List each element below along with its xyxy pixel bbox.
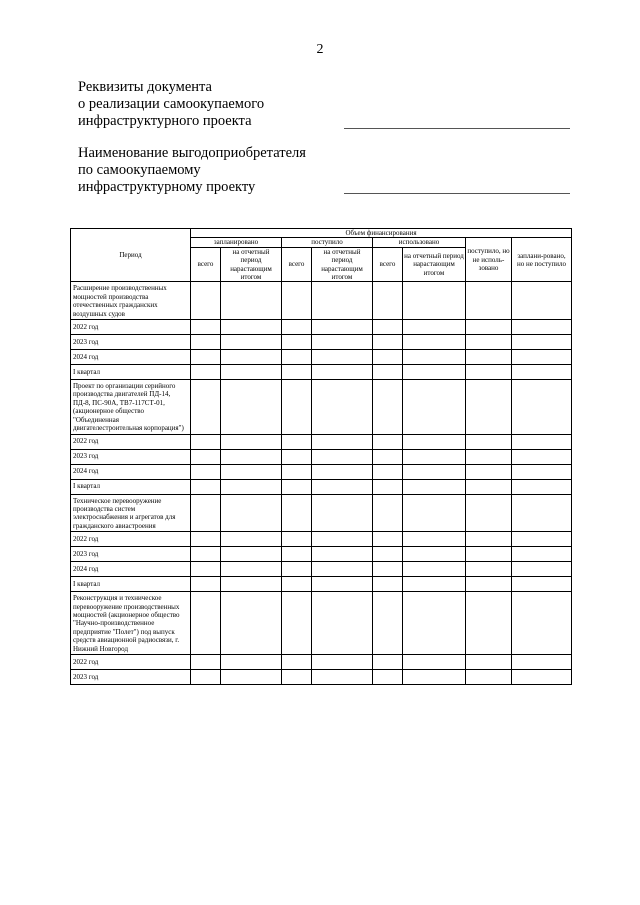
value-cell[interactable] (282, 654, 312, 669)
beneficiary-name-field-line[interactable] (344, 193, 570, 194)
period-label: 2024 год (71, 562, 191, 577)
value-cell[interactable] (466, 669, 512, 684)
value-cell[interactable] (282, 669, 312, 684)
value-cell[interactable] (312, 449, 373, 464)
value-cell[interactable] (373, 449, 403, 464)
value-cell[interactable] (403, 449, 466, 464)
period-row (71, 562, 572, 577)
value-cell[interactable] (512, 350, 572, 365)
value-cell[interactable] (191, 365, 221, 380)
value-cell[interactable] (282, 547, 312, 562)
value-cell[interactable] (312, 532, 373, 547)
value-cell[interactable] (191, 654, 221, 669)
value-cell[interactable] (282, 592, 312, 655)
used-header: использовано (373, 238, 466, 247)
value-cell[interactable] (403, 464, 466, 479)
value-cell[interactable] (191, 282, 221, 320)
value-cell[interactable] (373, 350, 403, 365)
value-cell[interactable] (312, 494, 373, 532)
value-cell[interactable] (191, 350, 221, 365)
value-cell[interactable] (512, 365, 572, 380)
value-cell[interactable] (373, 282, 403, 320)
value-cell[interactable] (512, 547, 572, 562)
value-cell[interactable] (191, 669, 221, 684)
value-cell[interactable] (403, 434, 466, 449)
value-cell[interactable] (191, 449, 221, 464)
received-not-used-header: поступило, но не исполь-зовано (466, 238, 512, 282)
value-cell[interactable] (512, 449, 572, 464)
value-cell[interactable] (403, 335, 466, 350)
value-cell[interactable] (312, 350, 373, 365)
value-cell[interactable] (403, 365, 466, 380)
value-cell[interactable] (512, 577, 572, 592)
table-body (71, 282, 572, 685)
value-cell[interactable] (512, 282, 572, 320)
planned-not-received-header: заплани-ровано, но не поступило (512, 238, 572, 282)
value-cell[interactable] (466, 380, 512, 434)
value-cell[interactable] (512, 320, 572, 335)
period-label: 2023 год (71, 449, 191, 464)
value-cell[interactable] (191, 320, 221, 335)
project-row (71, 494, 572, 532)
value-cell[interactable] (466, 434, 512, 449)
value-cell[interactable] (312, 434, 373, 449)
period-label: I квартал (71, 479, 191, 494)
value-cell[interactable] (373, 434, 403, 449)
value-cell[interactable] (221, 577, 282, 592)
value-cell[interactable] (282, 577, 312, 592)
value-cell[interactable] (403, 532, 466, 547)
value-cell[interactable] (282, 494, 312, 532)
value-cell[interactable] (191, 577, 221, 592)
value-cell[interactable] (312, 282, 373, 320)
value-cell[interactable] (373, 320, 403, 335)
received-cumulative-header: на отчетный период нарастающим итогом (312, 247, 373, 282)
period-row (71, 335, 572, 350)
used-cumulative-header: на отчетный период нарастающим итогом (403, 247, 466, 282)
value-cell[interactable] (191, 547, 221, 562)
value-cell[interactable] (282, 335, 312, 350)
value-cell[interactable] (312, 547, 373, 562)
project-row (71, 592, 572, 655)
value-cell[interactable] (373, 562, 403, 577)
value-cell[interactable] (312, 654, 373, 669)
value-cell[interactable] (221, 380, 282, 434)
value-cell[interactable] (312, 335, 373, 350)
value-cell[interactable] (512, 464, 572, 479)
value-cell[interactable] (512, 592, 572, 655)
label-line: инфраструктурному проекту (78, 179, 256, 195)
value-cell[interactable] (512, 335, 572, 350)
project-title: Техническое перевооружение производства систем электроснабжения и агрегатов для гражданского авиастроения (71, 494, 191, 532)
value-cell[interactable] (312, 592, 373, 655)
period-label: I квартал (71, 365, 191, 380)
period-row (71, 669, 572, 684)
value-cell[interactable] (221, 320, 282, 335)
period-row (71, 350, 572, 365)
value-cell[interactable] (466, 577, 512, 592)
value-cell[interactable] (221, 350, 282, 365)
value-cell[interactable] (512, 532, 572, 547)
period-label: 2023 год (71, 669, 191, 684)
financing-volume-header: Объем финансирования (191, 229, 572, 238)
label-line: инфраструктурного проекта (78, 113, 252, 129)
period-label: 2023 год (71, 547, 191, 562)
value-cell[interactable] (466, 494, 512, 532)
value-cell[interactable] (466, 350, 512, 365)
value-cell[interactable] (403, 669, 466, 684)
value-cell[interactable] (221, 654, 282, 669)
value-cell[interactable] (221, 365, 282, 380)
value-cell[interactable] (221, 669, 282, 684)
value-cell[interactable] (312, 320, 373, 335)
value-cell[interactable] (191, 592, 221, 655)
value-cell[interactable] (373, 592, 403, 655)
value-cell[interactable] (191, 494, 221, 532)
period-row (71, 449, 572, 464)
value-cell[interactable] (282, 464, 312, 479)
received-total-header: всего (282, 247, 312, 282)
value-cell[interactable] (373, 532, 403, 547)
value-cell[interactable] (312, 669, 373, 684)
value-cell[interactable] (373, 479, 403, 494)
value-cell[interactable] (221, 562, 282, 577)
period-label: 2022 год (71, 654, 191, 669)
value-cell[interactable] (191, 562, 221, 577)
value-cell[interactable] (466, 320, 512, 335)
value-cell[interactable] (221, 547, 282, 562)
page-number: 2 (316, 42, 324, 57)
period-row (71, 547, 572, 562)
value-cell[interactable] (403, 562, 466, 577)
value-cell[interactable] (282, 479, 312, 494)
value-cell[interactable] (373, 365, 403, 380)
value-cell[interactable] (403, 282, 466, 320)
value-cell[interactable] (373, 464, 403, 479)
value-cell[interactable] (403, 350, 466, 365)
document-requisites-label (78, 79, 348, 130)
value-cell[interactable] (282, 320, 312, 335)
document-requisites-field-line[interactable] (344, 128, 570, 129)
value-cell[interactable] (191, 434, 221, 449)
label-line: по самоокупаемому (78, 162, 201, 178)
value-cell[interactable] (221, 532, 282, 547)
period-label: I квартал (71, 577, 191, 592)
period-label: 2023 год (71, 335, 191, 350)
period-label: 2022 год (71, 320, 191, 335)
value-cell[interactable] (312, 380, 373, 434)
value-cell[interactable] (373, 494, 403, 532)
value-cell[interactable] (312, 464, 373, 479)
project-title: Проект по организации серийного производства двигателей ПД-14, ПД-8, ПС-90А, ТВ7-117СТ-01, (акционерное общество "Объединенная двигателестроительная корпорация") (71, 380, 191, 434)
project-title: Расширение производственных мощностей производства отечественных гражданских воздушных судов (71, 282, 191, 320)
value-cell[interactable] (373, 547, 403, 562)
value-cell[interactable] (466, 335, 512, 350)
value-cell[interactable] (373, 335, 403, 350)
value-cell[interactable] (403, 320, 466, 335)
period-row (71, 654, 572, 669)
project-row (71, 380, 572, 434)
value-cell[interactable] (403, 577, 466, 592)
period-row (71, 479, 572, 494)
value-cell[interactable] (466, 547, 512, 562)
value-cell[interactable] (373, 380, 403, 434)
value-cell[interactable] (403, 547, 466, 562)
value-cell[interactable] (282, 380, 312, 434)
value-cell[interactable] (512, 654, 572, 669)
value-cell[interactable] (466, 654, 512, 669)
value-cell[interactable] (373, 669, 403, 684)
value-cell[interactable] (282, 449, 312, 464)
value-cell[interactable] (512, 434, 572, 449)
received-header: поступило (282, 238, 373, 247)
value-cell[interactable] (191, 479, 221, 494)
period-header: Период (71, 229, 191, 282)
period-row (71, 434, 572, 449)
table-header (71, 229, 572, 282)
value-cell[interactable] (191, 532, 221, 547)
value-cell[interactable] (512, 562, 572, 577)
planned-header: запланировано (191, 238, 282, 247)
project-row (71, 282, 572, 320)
value-cell[interactable] (466, 562, 512, 577)
value-cell[interactable] (403, 380, 466, 434)
period-label: 2022 год (71, 532, 191, 547)
period-label: 2024 год (71, 350, 191, 365)
value-cell[interactable] (282, 434, 312, 449)
period-row (71, 532, 572, 547)
period-row (71, 464, 572, 479)
beneficiary-name-label (78, 145, 348, 196)
value-cell[interactable] (466, 532, 512, 547)
value-cell[interactable] (191, 464, 221, 479)
value-cell[interactable] (403, 654, 466, 669)
value-cell[interactable] (512, 479, 572, 494)
value-cell[interactable] (221, 434, 282, 449)
value-cell[interactable] (191, 335, 221, 350)
value-cell[interactable] (221, 282, 282, 320)
value-cell[interactable] (466, 282, 512, 320)
value-cell[interactable] (466, 592, 512, 655)
financing-table (70, 228, 572, 685)
label-line: Реквизиты документа (78, 79, 212, 95)
value-cell[interactable] (466, 365, 512, 380)
value-cell[interactable] (282, 365, 312, 380)
used-total-header: всего (373, 247, 403, 282)
period-row (71, 577, 572, 592)
value-cell[interactable] (221, 464, 282, 479)
value-cell[interactable] (466, 464, 512, 479)
value-cell[interactable] (312, 562, 373, 577)
label-line: о реализации самоокупаемого (78, 96, 265, 112)
value-cell[interactable] (221, 479, 282, 494)
label-line: Наименование выгодоприобретателя (78, 145, 306, 161)
period-label: 2024 год (71, 464, 191, 479)
value-cell[interactable] (221, 449, 282, 464)
period-row (71, 365, 572, 380)
value-cell[interactable] (512, 494, 572, 532)
value-cell[interactable] (403, 479, 466, 494)
value-cell[interactable] (282, 532, 312, 547)
value-cell[interactable] (282, 350, 312, 365)
period-label: 2022 год (71, 434, 191, 449)
period-row (71, 320, 572, 335)
value-cell[interactable] (221, 592, 282, 655)
value-cell[interactable] (312, 365, 373, 380)
planned-total-header: всего (191, 247, 221, 282)
value-cell[interactable] (282, 562, 312, 577)
planned-cumulative-header: на отчетный период нарастающим итогом (221, 247, 282, 282)
value-cell[interactable] (466, 449, 512, 464)
value-cell[interactable] (373, 654, 403, 669)
value-cell[interactable] (403, 494, 466, 532)
value-cell[interactable] (312, 479, 373, 494)
value-cell[interactable] (466, 479, 512, 494)
value-cell[interactable] (312, 577, 373, 592)
value-cell[interactable] (512, 669, 572, 684)
value-cell[interactable] (282, 282, 312, 320)
value-cell[interactable] (373, 577, 403, 592)
value-cell[interactable] (221, 335, 282, 350)
value-cell[interactable] (191, 380, 221, 434)
value-cell[interactable] (221, 494, 282, 532)
value-cell[interactable] (512, 380, 572, 434)
value-cell[interactable] (403, 592, 466, 655)
project-title: Реконструкция и техническое перевооружение производственных мощностей (акционерное общество "Научно-производственное предприятие "Полет") под выпуск средств авиационной радиосвязи, г. Нижний Новгород (71, 592, 191, 655)
